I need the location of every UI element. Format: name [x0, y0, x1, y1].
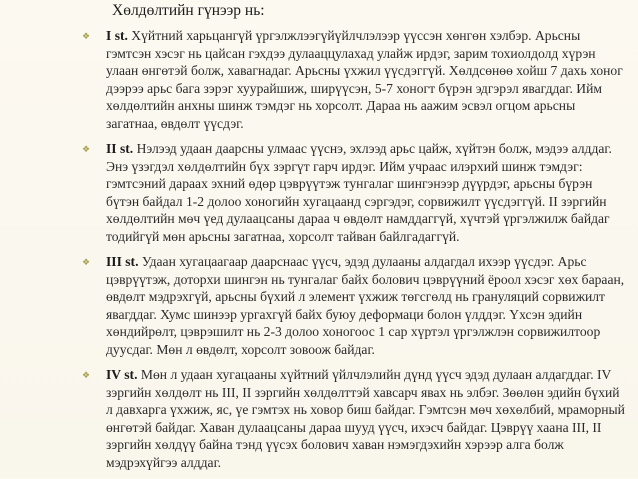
stage-description: Мөн л удаан хугацааны хүйтний үйлчлэлийн дүнд үүсч эдэд дулаан алдагддаг. IV зэргийн хөлдөлт нь III, II зэргийн хөлдөлттэй хавсарч явах нь элбэг. Зөөлөн эдийн бүхий л давхарга үхжиж, яс, үе гэмтэх нь ховор биш байдаг. Гэмтсэн мөч хөхөлбий, мраморный өнгөтэй байдаг. Хаван дулаацсаны дараа шууд үүсч, ихэсч байдаг. Цэврүү хаана III, II зэргийн хөлдүү байна тэнд үүсэх болович хаван нэмэгдэхийн хэрээр алга болж мэдрэхүйгээ алддаг.	[106, 367, 625, 470]
list-item	[80, 366, 628, 471]
stage-label: I st.	[106, 28, 128, 43]
stage-description: Хүйтний харьцангүй үргэлжлээгүйүйлчлэлээр үүссэн хөнгөн хэлбэр. Арьсны гэмтсэн хэсэг нь цайсан гэхдээ дулааццулахад улайж ирдэг, зарим тохиолдолд хүрэн улаан өнгөтэй болж, хавагнадаг. Арьсны үхжил үүсдэггүй. Хөлдсөнөө хойш 7 дахь хоног дээрээ арьс бага зэрэг хуурайшиж, ширүүсэн, 5-7 хоногт бүрэн эдгэрэл явагддаг. Ийм хөлдөлтийн анхны шинж тэмдэг нь хорсолт. Дараа нь аажим эсвэл огцом арьсны загатнаа, өвдөлт үүсдэг.	[106, 28, 623, 131]
list-item	[80, 27, 628, 132]
stage-description: Удаан хугацаагаар даарснаас үүсч, эдэд дулааны алдагдал ихээр үүсдэг. Арьс цэврүүтэж, доторхи шингэн нь тунгалаг байх болович цэврүүний ёроол хэсэг хөх бараан, өвдөлт мэдрэхгүй, арьсны бүхий л элемент үхжиж төгсгөлд нь грануляций сорвижилт явагддаг. Хумс шинээр ургахгүй байх буюу деформаци болон үлддэг. Үхсэн эдийн хөндийрөлт, цэврэшилт нь 2-3 долоо хоногоос 1 сар хүртэл үргэлжлэн сорвижилтоор дуусдаг. Мөн л өвдөлт, хорсолт зовоож байдаг.	[106, 254, 625, 357]
stage-label: II st.	[106, 141, 134, 156]
bullet-icon: ❖	[82, 257, 91, 267]
list-item	[80, 253, 628, 358]
bullet-icon: ❖	[82, 144, 91, 154]
stage-description: Нэлээд удаан даарсны улмаас үүснэ, эхлээд арьс цайж, хүйтэн болж, мэдээ алддаг. Энэ үзэгдэл хөлдөлтийн бүх зэргүт гарч ирдэг. Ийм учраас илэрхий шинж тэмдэг: гэмтсэний дараах эхний өдөр цэврүүтэж тунгалаг шингэнээр дүүрдэг, арьсны бүрэн бүтэн байдал 1-2 долоо хоногийн хугацаанд сэргэдэг, сорвижилт үүсдэггүй. II зэргийн хөлдөлтийн мөч үед дулаацсаны дараа ч өвдөлт намддаггүй, хүчтэй үргэлжилж байдаг тодийгүй мөн арьсны загатнаа, хорсолт тайван байлгадаггүй.	[106, 141, 612, 244]
bullet-list	[80, 27, 628, 479]
stage-label: IV st.	[106, 367, 138, 382]
bullet-icon: ❖	[82, 370, 91, 380]
page-title: Хөлдөлтийн гүнээр нь:	[112, 2, 265, 19]
stage-label: III st.	[106, 254, 139, 269]
bullet-icon: ❖	[82, 31, 91, 41]
list-item	[80, 140, 628, 245]
